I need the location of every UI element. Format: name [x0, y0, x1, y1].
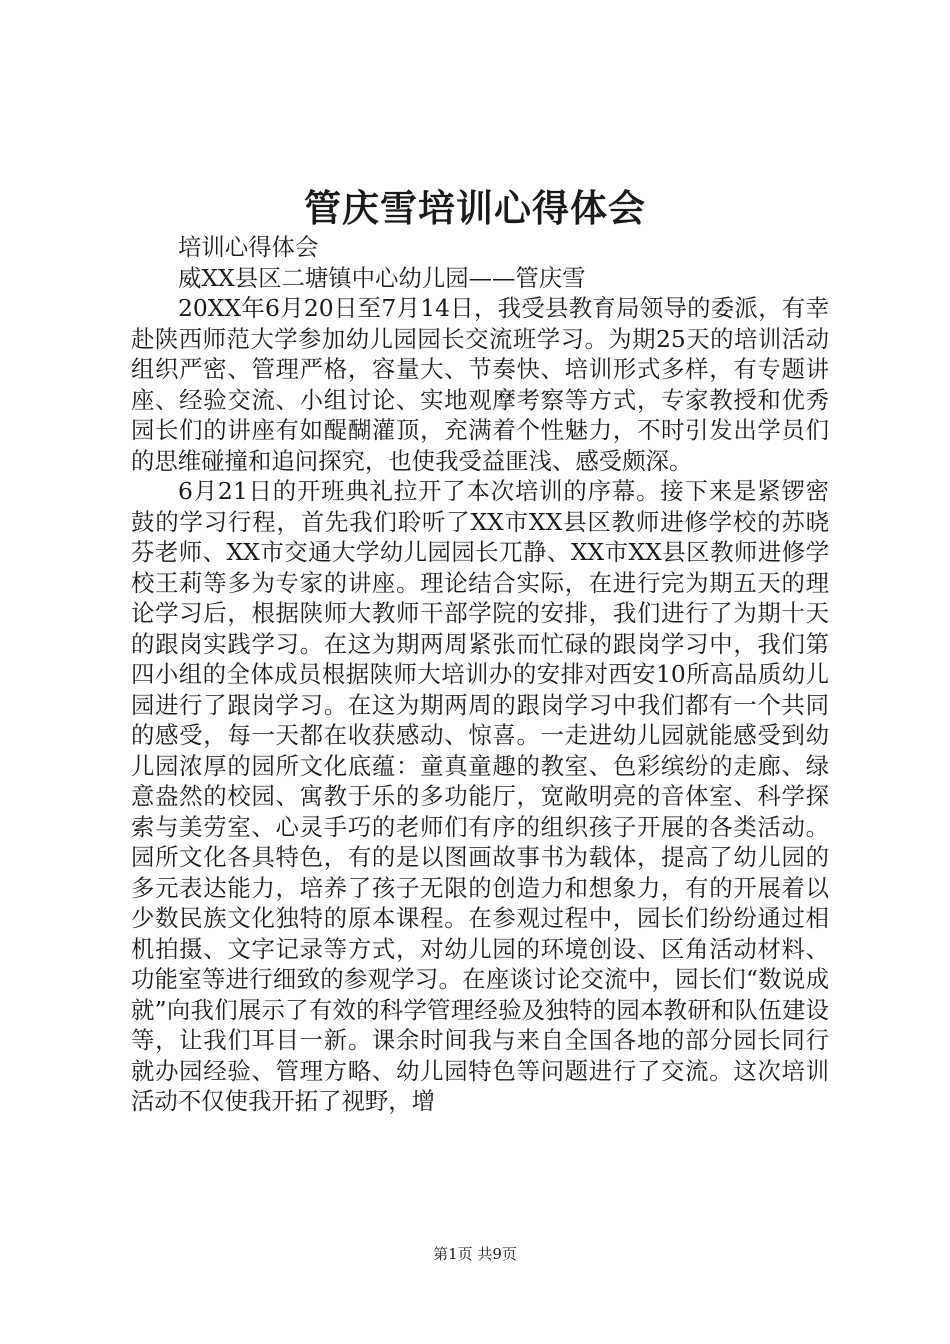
- document-body: [131, 232, 829, 1117]
- subtitle-paragraph: 培训心得体会: [178, 233, 319, 261]
- body-paragraph: 20XX年6月20日至7月14日，我受县教育局领导的委派，有幸赴陕西师范大学参加幼儿园园长交流班学习。为期25天的培训活动组织严密、管理严格，容量大、节奏快、培训形式多样，有专题讲座、经验交流、小组讨论、实地观摩考察等方式，专家教授和优秀园长们的讲座有如醍醐灌顶，充满着个性魅力，不时引发出学员们的思维碰撞和追问探究，也使我受益匪浅、感受颇深。: [131, 294, 829, 475]
- body-paragraph: 6月21日的开班典礼拉开了本次培训的序幕。接下来是紧锣密鼓的学习行程，首先我们聆听了XX市XX县区教师进修学校的苏晓芬老师、XX市交通大学幼儿园园长兀静、XX市XX县区教师进修学校王莉等多为专家的讲座。理论结合实际，在进行完为期五天的理论学习后，根据陕师大教师干部学院的安排，我们进行了为期十天的跟岗实践学习。在这为期两周紧张而忙碌的跟岗学习中，我们第四小组的全体成员根据陕师大培训办的安排对西安10所高品质幼儿园进行了跟岗学习。在这为期两周的跟岗学习中我们都有一个共同的感受，每一天都在收获感动、惊喜。一走进幼儿园就能感受到幼儿园浓厚的园所文化底蕴：童真童趣的教室、色彩缤纷的走廊、绿意盎然的校园、寓教于乐的多功能厅，宽敞明亮的音体室、科学探索与美劳室、心灵手巧的老师们有序的组织孩子开展的各类活动。园所文化各具特色，有的是以图画故事书为载体，提高了幼儿园的多元表达能力，培养了孩子无限的创造力和想象力，有的开展着以少数民族文化独特的原本课程。在参观过程中，园长们纷纷通过相机拍摄、文字记录等方式，对幼儿园的环境创设、区角活动材料、功能室等进行细致的参观学习。在座谈讨论交流中，园长们“数说成就”向我们展示了有效的科学管理经验及独特的园本教研和队伍建设等，让我们耳目一新。课余时间我与来自全国各地的部分园长同行就办园经验、管理方略、幼儿园特色等问题进行了交流。这次培训活动不仅使我开拓了视野，增: [131, 477, 829, 1115]
- page-number-footer: 第1页 共9页: [433, 1245, 517, 1263]
- document-title: 管庆雪培训心得体会: [304, 186, 646, 230]
- author-paragraph: 威XX县区二塘镇中心幼儿园——管庆雪: [178, 263, 586, 292]
